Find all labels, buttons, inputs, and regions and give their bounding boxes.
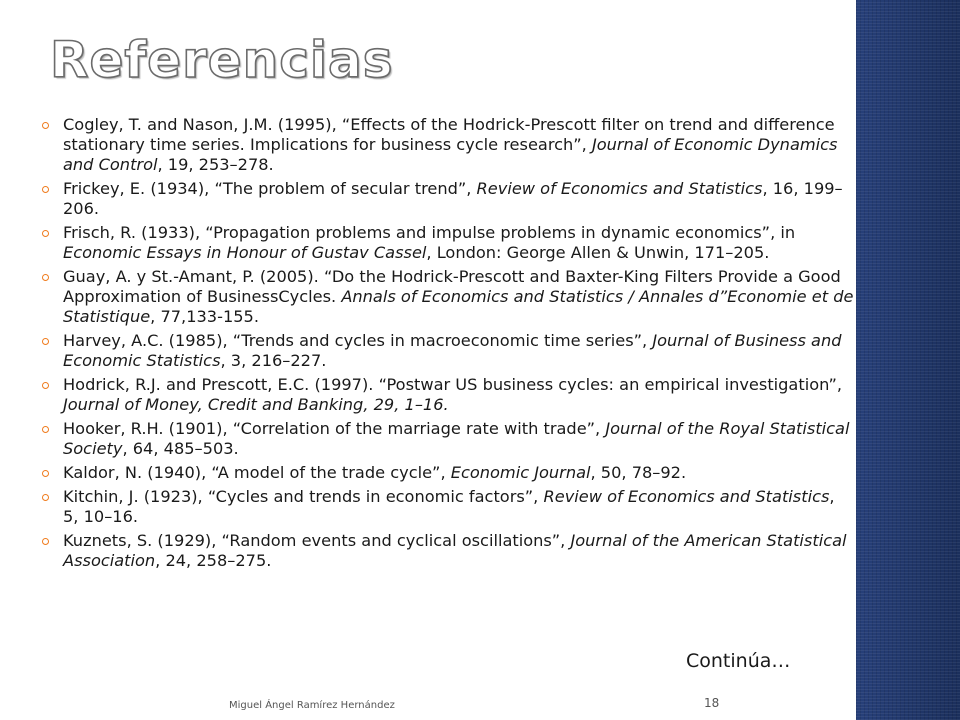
bullet-circle-icon — [42, 382, 49, 389]
reference-details: , 19, 253–278. — [157, 155, 274, 174]
reference-details: , 24, 258–275. — [155, 551, 272, 570]
reference-source: Journal of Business and Economic Statistics — [63, 331, 842, 370]
continue-label: Continúa… — [686, 650, 791, 672]
bullet-circle-icon — [42, 274, 49, 281]
bullet-circle-icon — [42, 186, 49, 193]
bullet-circle-icon — [42, 426, 49, 433]
bullet-circle-icon — [42, 538, 49, 545]
reference-source: Review of Economics and Statistics — [476, 179, 763, 198]
reference-text: Cogley, T. and Nason, J.M. (1995), “Effects of the Hodrick-Prescott filter on trend and difference stationary time series. Implications for business cycle research”, — [63, 115, 835, 154]
reference-details: , 5, 10–16. — [63, 487, 835, 526]
reference-details: , London: George Allen & Unwin, 171–205. — [426, 243, 770, 262]
bullet-circle-icon — [42, 338, 49, 345]
reference-item — [40, 267, 855, 327]
reference-text: Hooker, R.H. (1901), “Correlation of the marriage rate with trade”, — [63, 419, 606, 438]
reference-item — [40, 223, 855, 263]
page-number: 18 — [704, 696, 720, 710]
reference-details: , 50, 78–92. — [590, 463, 687, 482]
reference-source: Economic Journal — [450, 463, 591, 482]
decorative-sidebar — [856, 0, 960, 720]
bullet-circle-icon — [42, 122, 49, 129]
reference-item — [40, 419, 855, 459]
bullet-circle-icon — [42, 470, 49, 477]
reference-text: Frisch, R. (1933), “Propagation problems and impulse problems in dynamic economics”, in — [63, 223, 796, 242]
reference-item — [40, 487, 855, 527]
reference-text: Kaldor, N. (1940), “A model of the trade cycle”, — [63, 463, 451, 482]
reference-item — [40, 331, 855, 371]
reference-source: Journal of Money, Credit and Banking, 29, 1–16. — [63, 395, 449, 414]
slide-title: Referencias — [50, 31, 394, 89]
bullet-circle-icon — [42, 494, 49, 501]
reference-text: Frickey, E. (1934), “The problem of secular trend”, — [63, 179, 477, 198]
reference-list — [40, 115, 855, 575]
reference-text: Kitchin, J. (1923), “Cycles and trends in economic factors”, — [63, 487, 544, 506]
author-footer: Miguel Ángel Ramírez Hernández — [229, 700, 395, 711]
reference-source: Journal of the American Statistical Association — [63, 531, 847, 570]
reference-details: , 64, 485–503. — [122, 439, 239, 458]
reference-text: Kuznets, S. (1929), “Random events and cyclical oscillations”, — [63, 531, 571, 550]
reference-details: , 16, 199–206. — [63, 179, 843, 218]
reference-source: Economic Essays in Honour of Gustav Cassel — [63, 243, 427, 262]
reference-details: , 77,133-155. — [150, 307, 259, 326]
reference-source: Journal of the Royal Statistical Society — [63, 419, 850, 458]
reference-item — [40, 531, 855, 571]
reference-source: Annals of Economics and Statistics / Annales d”Economie et de Statistique — [63, 287, 854, 326]
reference-details: , 3, 216–227. — [220, 351, 327, 370]
reference-item — [40, 463, 855, 483]
bullet-circle-icon — [42, 230, 49, 237]
reference-text: Harvey, A.C. (1985), “Trends and cycles in macroeconomic time series”, — [63, 331, 653, 350]
reference-source: Journal of Economic Dynamics and Control — [63, 135, 838, 174]
reference-item — [40, 179, 855, 219]
reference-text: Hodrick, R.J. and Prescott, E.C. (1997). “Postwar US business cycles: an empirical investigation”, — [63, 375, 843, 394]
reference-item — [40, 115, 855, 175]
reference-text: Guay, A. y St.-Amant, P. (2005). “Do the Hodrick-Prescott and Baxter-King Filters Provide a Good Approximation of BusinessCycles. — [63, 267, 841, 306]
reference-item — [40, 375, 855, 415]
reference-source: Review of Economics and Statistics — [543, 487, 830, 506]
